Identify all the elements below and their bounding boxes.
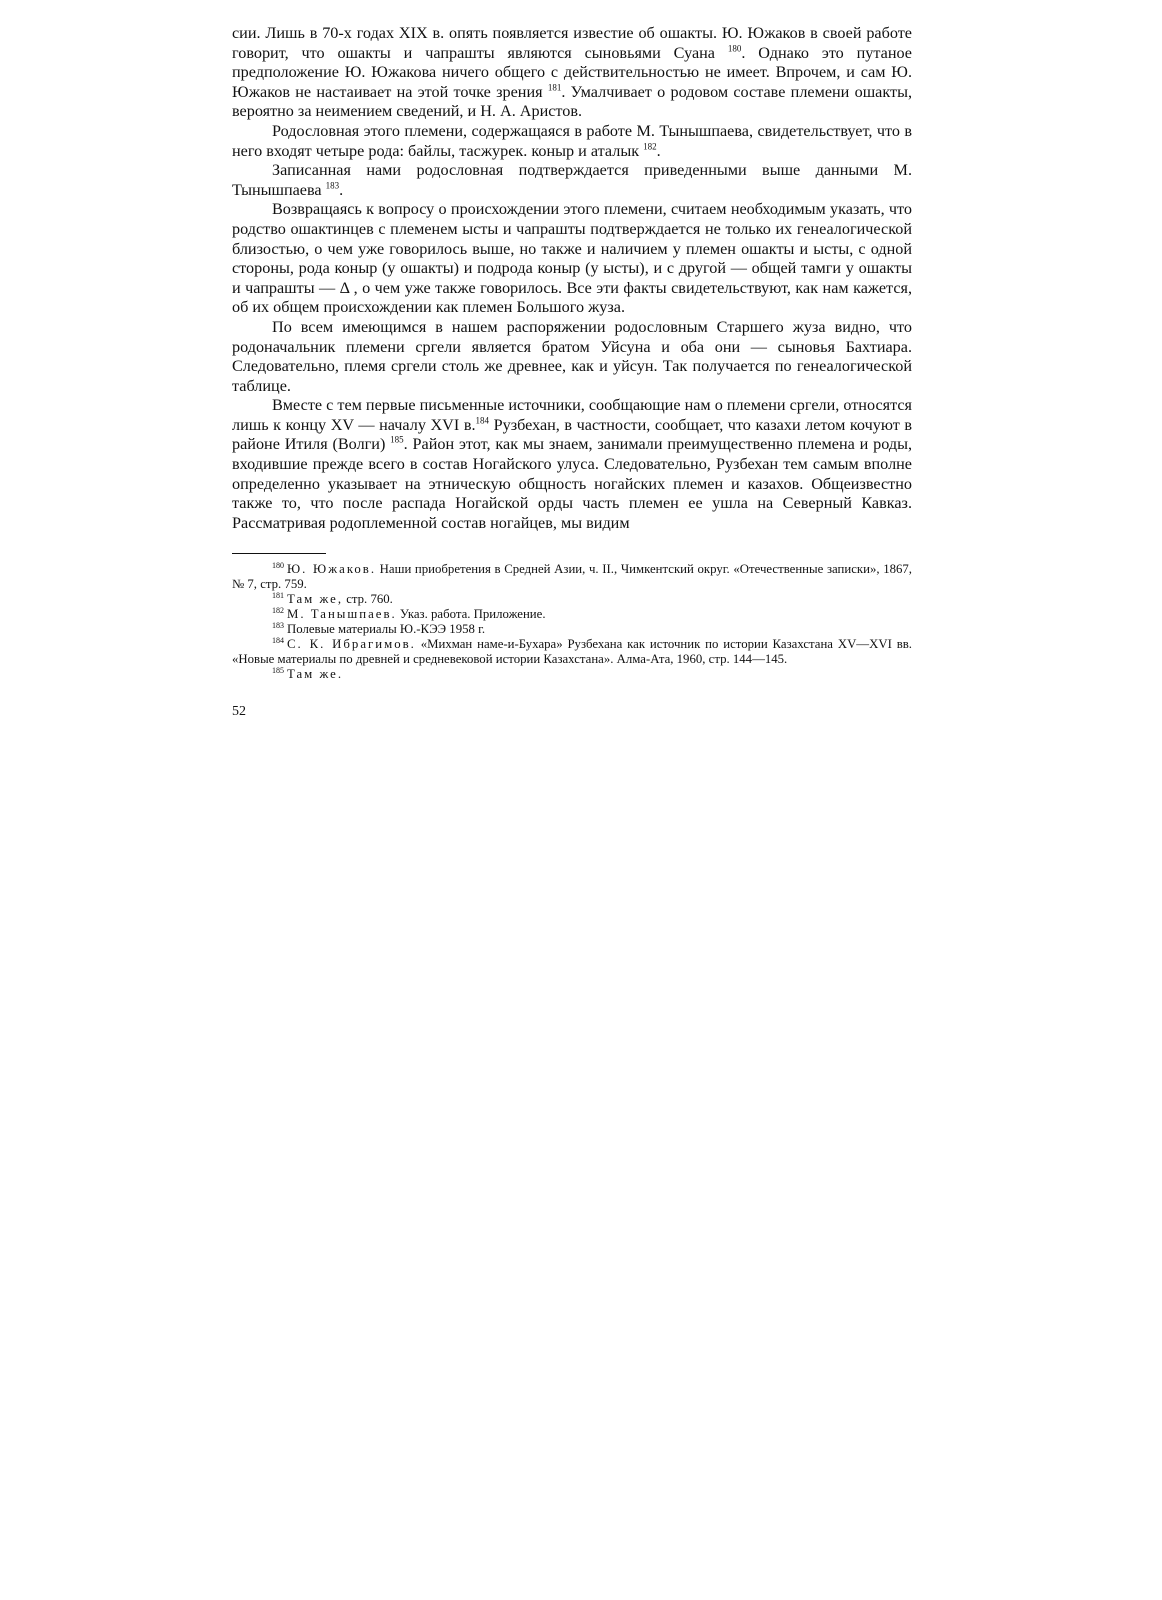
page-number: 52 bbox=[232, 704, 246, 720]
footnote-184 bbox=[232, 637, 912, 667]
footnote-183 bbox=[232, 622, 912, 637]
footnote-182 bbox=[232, 607, 912, 622]
footnote-text: Наши приобретения в Средней Азии, ч. II., Чимкентский округ. «Отечественные записки», 1867, № 7, стр. 759. bbox=[232, 562, 912, 592]
footnote-number: 185 bbox=[272, 666, 284, 676]
paragraph-5 bbox=[232, 318, 912, 396]
footnote-number: 182 bbox=[272, 606, 284, 616]
paragraph-text: . Умалчивает о родовом составе племени ошакты, вероятно за неимением сведений, и Н. А. Аристов. bbox=[232, 82, 912, 121]
footnote-ref: 185 bbox=[390, 435, 404, 446]
paragraph-text: По всем имеющимся в нашем распоряжении родословным Старшего жуза видно, что родоначальник племени сргели является братом Уйсуна и оба они — сыновья Бахтиара. Следовательно, племя сргели столь же древнее, как и уйсун. Так получается по генеалогической таблице. bbox=[232, 317, 912, 395]
paragraph-2 bbox=[232, 122, 912, 161]
paragraph-text: Возвращаясь к вопросу о происхождении этого племени, считаем необходимым указать, что родство ошактинцев с племенем ысты и чапрашты подтверждается не только их генеалогической близостью, о чем уже говорилось выше, но также и наличием у племен ошакты и ысты, с одной стороны, рода коныр (у ошакты) и подрода коныр (у ысты), и с другой — общей тамги у ошакты и чапрашты — Δ , о чем уже также говорилось. Все эти факты свидетельствуют, как нам кажется, об их общем происхождении как племен Большого жуза. bbox=[232, 200, 912, 317]
paragraph-3 bbox=[232, 161, 912, 200]
footnote-author: Там же. bbox=[287, 667, 344, 682]
footnote-divider bbox=[232, 553, 326, 554]
paragraph-1 bbox=[232, 24, 912, 122]
paragraph-6 bbox=[232, 396, 912, 533]
paragraph-text: Родословная этого племени, содержащаяся в работе М. Тынышпаева, свидетельствует, что в него входят четыре рода: байлы, тасжурек. коныр и аталык bbox=[232, 121, 912, 160]
footnotes bbox=[232, 562, 912, 682]
footnote-ref: 181 bbox=[547, 82, 562, 93]
footnote-ref: 184 bbox=[475, 415, 490, 426]
footnote-author: М. Танышпаев. bbox=[287, 607, 397, 622]
paragraph-text: Вместе с тем первые письменные источники, сообщающие нам о племени сргели, относятся лишь к концу XV — началу XVI в. bbox=[232, 396, 912, 434]
footnote-ref: 182 bbox=[643, 141, 657, 152]
footnote-text: Указ. работа. Приложение. bbox=[396, 607, 546, 622]
footnote-number: 181 bbox=[272, 591, 284, 601]
footnote-author: С. К. Ибрагимов. bbox=[287, 637, 416, 652]
paragraph-text: Записанная нами родословная подтверждается приведенными выше данными М. Тынышпаева bbox=[232, 161, 912, 199]
paragraph-4 bbox=[232, 200, 912, 318]
footnote-number: 183 bbox=[272, 621, 284, 631]
paragraph-text: . Однако это путаное предположение Ю. Южакова ничего общего с действительностью не имеет. Впрочем, и сам Ю. Южаков не настаивает на этой точке зрения bbox=[232, 43, 912, 101]
footnote-author: Ю. Южаков. bbox=[287, 562, 377, 577]
footnote-ref: 183 bbox=[325, 180, 340, 191]
footnote-180 bbox=[232, 562, 912, 592]
paragraph-text: Рузбехан, в частности, сообщает, что казахи летом кочуют в районе Итиля (Волги) bbox=[232, 415, 912, 454]
footnote-text: «Михман наме-и-Бухара» Рузбехана как источник по истории Казахстана XV—XVI вв. «Новые материалы по древней и средневековой истории Казахстана». Алма-Ата, 1960, стр. 144—145. bbox=[232, 637, 912, 667]
footnote-185 bbox=[232, 667, 912, 682]
footnote-number: 184 bbox=[272, 636, 284, 646]
paragraph-text: . Район этот, как мы знаем, занимали преимущественно племена и роды, входившие прежде всего в состав Ногайского улуса. Следовательно, Рузбехан тем самым вполне определенно указывает на этническую общность ногайских племен и казахов. Общеизвестно также то, что после распада Ногайской орды часть племен ее ушла на Северный Кавказ. Рассматривая родоплеменной состав ногайцев, мы видим bbox=[232, 435, 912, 532]
book-page bbox=[232, 24, 912, 720]
footnote-text: Полевые материалы Ю.-КЭЭ 1958 г. bbox=[287, 622, 486, 637]
paragraph-text: . bbox=[339, 180, 344, 199]
footnote-number: 180 bbox=[272, 561, 284, 571]
footnote-ref: 180 bbox=[727, 43, 742, 54]
footnote-text: стр. 760. bbox=[343, 592, 393, 607]
paragraph-text: сии. Лишь в 70-х годах XIX в. опять появляется известие об ошакты. Ю. Южаков в своей работе говорит, что ошакты и чапрашты являются сыновьями Суана bbox=[232, 24, 912, 62]
footnote-author: Там же, bbox=[287, 592, 344, 607]
footnote-181 bbox=[232, 592, 912, 607]
paragraph-text: . bbox=[656, 141, 661, 160]
